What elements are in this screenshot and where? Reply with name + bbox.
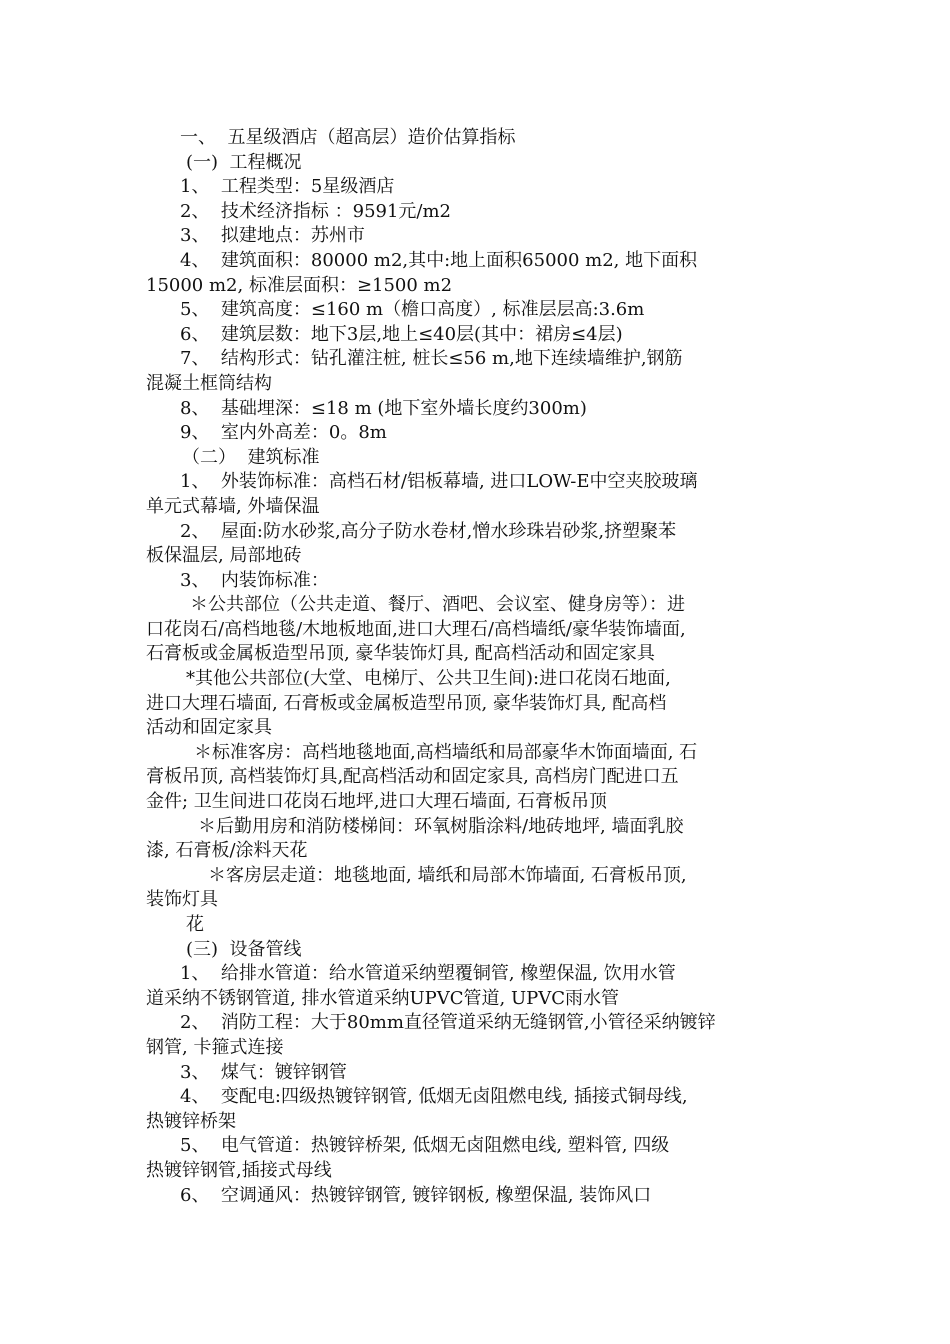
subsection-heading: (一) 工程概况: [186, 151, 302, 173]
bullet-item: ＊公共部位（公共走道、餐厅、酒吧、会议室、健身房等）：进: [190, 594, 685, 616]
list-item: 1、 给排水管道：给水管道采纳塑覆铜管, 橡塑保温, 饮用水管: [180, 963, 676, 985]
list-item: 9、 室内外高差：0。8m: [180, 422, 387, 444]
bullet-item-continuation: 装饰灯具: [146, 889, 218, 911]
list-item: 3、 煤气：镀锌钢管: [180, 1061, 347, 1083]
list-item-continuation: 单元式幕墙, 外墙保温: [146, 495, 320, 517]
subsection-heading: （二） 建筑标准: [182, 446, 320, 468]
list-item: 6、 建筑层数：地下3层,地上≤40层(其中：裙房≤4层): [180, 323, 623, 345]
list-item-continuation: 热镀锌桥架: [146, 1110, 236, 1132]
list-item: 7、 结构形式：钻孔灌注桩, 桩长≤56 m,地下连续墙维护,钢筋: [180, 348, 683, 370]
bullet-item: ＊标准客房：高档地毯地面,高档墙纸和局部豪华木饰面墙面, 石: [194, 741, 698, 763]
bullet-item-continuation: 进口大理石墙面, 石膏板或金属板造型吊顶, 豪华装饰灯具, 配高档: [146, 692, 667, 714]
list-item: 5、 电气管道：热镀锌桥架, 低烟无卤阻燃电线, 塑料管, 四级: [180, 1135, 670, 1157]
bullet-item-continuation: 漆, 石膏板/涂料天花: [146, 840, 308, 862]
list-item: 1、 外装饰标准：高档石材/铝板幕墙, 进口LOW-E中空夹胶玻璃: [180, 471, 698, 493]
subsection-heading: (三) 设备管线: [186, 938, 302, 960]
bullet-item: *其他公共部位(大堂、电梯厅、公共卫生间):进口花岗石地面,: [186, 668, 671, 690]
list-item-continuation: 板保温层, 局部地砖: [146, 545, 302, 567]
bullet-item-continuation: 金件; 卫生间进口花岗石地坪,进口大理石墙面, 石膏板吊顶: [146, 791, 607, 813]
list-item: 4、 变配电:四级热镀锌钢管, 低烟无卤阻燃电线, 插接式铜母线,: [180, 1086, 688, 1108]
list-item: 4、 建筑面积：80000 m2,其中:地上面积65000 m2, 地下面积: [180, 249, 698, 271]
list-item-continuation: 混凝土框筒结构: [146, 372, 272, 394]
list-item: 5、 建筑高度：≤160 m（檐口高度）, 标准层层高:3.6m: [180, 299, 645, 321]
list-item: 8、 基础埋深：≤18 m (地下室外墙长度约300m): [180, 397, 587, 419]
list-item: 1、 工程类型：5星级酒店: [180, 176, 395, 198]
list-item: 6、 空调通风：热镀锌钢管, 镀锌钢板, 橡塑保温, 装饰风口: [180, 1184, 652, 1206]
list-item-continuation: 钢管, 卡箍式连接: [146, 1036, 284, 1058]
stray-text: 花: [186, 914, 204, 935]
document-body: [146, 126, 816, 1208]
section-title: 一、 五星级酒店（超高层）造价估算指标: [180, 127, 516, 148]
bullet-item: ＊后勤用房和消防楼梯间：环氧树脂涂料/地砖地坪, 墙面乳胶: [198, 815, 684, 837]
list-item: 2、 屋面:防水砂浆,高分子防水卷材,憎水珍珠岩砂浆,挤塑聚苯: [180, 520, 677, 542]
bullet-item-continuation: 口花岗石/高档地毯/木地板地面,进口大理石/高档墙纸/豪华装饰墙面,: [146, 618, 686, 640]
list-item-continuation: 15000 m2, 标准层面积：≥1500 m2: [146, 274, 453, 296]
bullet-item-continuation: 膏板吊顶, 高档装饰灯具,配高档活动和固定家具, 高档房门配进口五: [146, 766, 679, 788]
list-item: 2、 消防工程：大于80mm直径管道采纳无缝钢管,小管径采纳镀锌: [180, 1012, 716, 1034]
list-item-continuation: 热镀锌钢管,插接式母线: [146, 1159, 332, 1181]
bullet-item: ＊客房层走道：地毯地面, 墙纸和局部木饰墙面, 石膏板吊顶,: [208, 864, 687, 886]
bullet-item-continuation: 活动和固定家具: [146, 717, 272, 739]
list-item: 2、 技术经济指标 ：9591元/m2: [180, 200, 452, 222]
list-item-continuation: 道采纳不锈钢管道, 排水管道采纳UPVC管道, UPVC雨水管: [146, 987, 619, 1009]
bullet-item-continuation: 石膏板或金属板造型吊顶, 豪华装饰灯具, 配高档活动和固定家具: [146, 643, 655, 665]
list-item: 3、 拟建地点：苏州市: [180, 225, 365, 247]
list-item: 3、 内装饰标准：: [180, 569, 329, 591]
